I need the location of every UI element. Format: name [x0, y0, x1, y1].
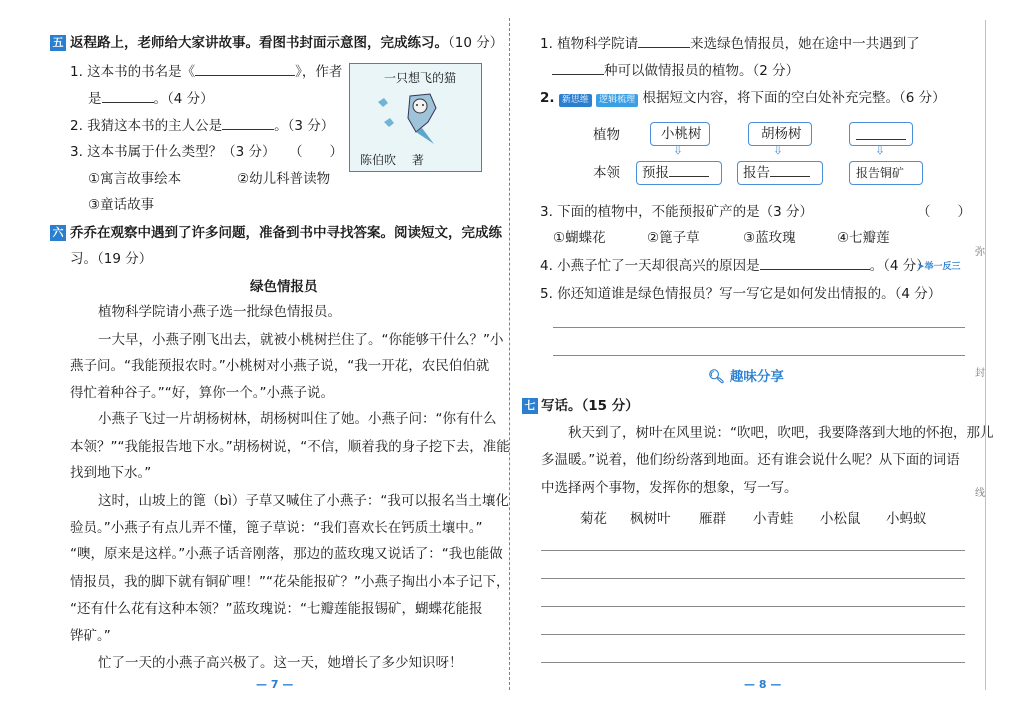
section-6-title: 乔乔在观察中遇到了许多问题，准备到书中寻找答案。阅读短文，完成练 — [70, 225, 502, 241]
share-heading: 🔍︎ 趣味分享 — [708, 369, 784, 385]
extension-tag: ➤举一反三 — [917, 262, 961, 272]
story-paragraph: 一大早，小燕子刚飞出去，就被小桃树拦住了。“你能够干什么？”小 — [98, 332, 504, 348]
section-6-title-cont: 习。（19 分） — [70, 251, 153, 267]
cover-title: 一只想飞的猫 — [384, 71, 457, 85]
story-paragraph: 铧矿。” — [70, 628, 111, 644]
story-paragraph: 情报员，我的脚下就有铜矿哩！”“花朵能报矿？”小燕子掏出小本子记下， — [70, 574, 510, 590]
skill-label: 本领 — [593, 165, 620, 181]
story-paragraph: 找到地下水。” — [70, 465, 152, 481]
option-3[interactable]: ③蓝玫瑰 — [743, 230, 796, 246]
writing-prompt: 秋天到了，树叶在风里说：“吹吧，吹吧，我要降落到大地的怀抱，那儿 — [568, 425, 994, 441]
binding-char: 线 — [975, 484, 985, 499]
story-paragraph: “噢，原来是这样。”小燕子话音刚落，那边的蓝玫瑰又说话了：“我也能做 — [70, 546, 503, 562]
cover-author: 陈伯吹 著 — [360, 153, 424, 167]
answer-blank[interactable] — [760, 257, 870, 270]
section-6-badge: 六 — [50, 225, 66, 241]
section-7-title: 写话。（15 分） — [541, 398, 639, 414]
story-paragraph: “还有什么花有这种本领？”蓝玫瑰说：“七瓣莲能报锡矿，蝴蝶花能报 — [70, 601, 483, 617]
right-question-1: 1. 植物科学院请 来选绿色情报员，她在途中一共遇到了 — [540, 36, 920, 52]
option-3[interactable]: ③童话故事 — [88, 197, 155, 213]
question-3: 3. 这本书属于什么类型？（3 分） （ ） — [70, 144, 344, 160]
skill-box[interactable]: 报告 — [737, 161, 823, 185]
word-choice: 小青蛙 — [753, 511, 794, 527]
plant-box: 胡杨树 — [748, 122, 812, 146]
down-arrow-icon: ⇩ — [673, 143, 684, 157]
right-question-4: 4. 小燕子忙了一天却很高兴的原因是 。（4 分） — [540, 258, 930, 274]
right-question-1-cont: 种可以做情报员的植物。（2 分） — [552, 62, 799, 80]
section-5-badge: 五 — [50, 35, 66, 51]
page-number-right: — 8 — — [744, 678, 782, 691]
question-1: 1. 这本书的书名是《 》，作者 — [70, 64, 343, 80]
story-title: 绿色情报员 — [250, 279, 318, 295]
binding-char: 封 — [975, 364, 985, 379]
new-thinking-tag: 新思维 — [559, 94, 592, 107]
logic-tag: 逻辑梳理 — [596, 94, 638, 107]
writing-prompt: 中选择两个事物，发挥你的想象，写一写。 — [541, 480, 798, 496]
right-question-3: 3. 下面的植物中，不能预报矿产的是（3 分） — [540, 204, 814, 220]
page-number-left: — 7 — — [256, 678, 294, 691]
search-icon: 🔍︎ — [708, 369, 726, 385]
answer-blank[interactable] — [102, 90, 154, 103]
story-paragraph: 小燕子飞过一片胡杨树林，胡杨树叫住了她。小燕子问：“你有什么 — [98, 411, 497, 427]
answer-paren[interactable]: （ ） — [917, 204, 971, 220]
option-2[interactable]: ②幼儿科普读物 — [237, 171, 331, 187]
writing-line[interactable] — [541, 634, 965, 635]
skill-box[interactable]: 预报 — [636, 161, 722, 185]
answer-line[interactable] — [553, 355, 965, 356]
word-choice: 小松鼠 — [820, 511, 861, 527]
answer-blank[interactable] — [638, 35, 690, 48]
story-paragraph: 验员。”小燕子有点儿弄不懂，篦子草说：“我们喜欢长在钙质土壤中。” — [70, 520, 483, 536]
story-paragraph: 忙了一天的小燕子高兴极了。这一天，她增长了多少知识呀！ — [98, 655, 463, 671]
word-choice: 小蚂蚁 — [886, 511, 927, 527]
story-paragraph: 燕子问。“我能预报农时。”小桃树对小燕子说，“我一开花，农民伯伯就 — [70, 358, 490, 374]
section-7-badge: 七 — [522, 398, 538, 414]
section-5-title: 返程路上，老师给大家讲故事。看图书封面示意图，完成练习。（10 分） — [70, 35, 504, 51]
question-2: 2. 我猜这本书的主人公是 。（3 分） — [70, 118, 335, 134]
answer-blank[interactable] — [195, 63, 295, 76]
right-question-5: 5. 你还知道谁是绿色情报员？写一写它是如何发出情报的。（4 分） — [540, 286, 942, 302]
word-choice: 菊花 — [580, 511, 607, 527]
writing-prompt: 多温暖。”说着，他们纷纷落到地面。还有谁会说什么呢？从下面的词语 — [541, 452, 960, 468]
option-1[interactable]: ①蝴蝶花 — [553, 230, 606, 246]
answer-blank[interactable] — [222, 117, 274, 130]
down-arrow-icon: ⇩ — [875, 143, 886, 157]
writing-line[interactable] — [541, 578, 965, 579]
option-1[interactable]: ①寓言故事绘本 — [88, 171, 182, 187]
story-paragraph: 植物科学院请小燕子选一批绿色情报员。 — [98, 304, 341, 320]
cat-illustration — [370, 88, 462, 148]
plant-box: 小桃树 — [650, 122, 710, 146]
writing-line[interactable] — [541, 606, 965, 607]
story-paragraph: 本领？”“我能报告地下水。”胡杨树说，“不信，顺着我的身子挖下去，准能 — [70, 439, 510, 455]
option-2[interactable]: ②篦子草 — [647, 230, 700, 246]
skill-box: 报告铜矿 — [849, 161, 923, 185]
word-choice: 雁群 — [699, 511, 726, 527]
plant-label: 植物 — [593, 127, 620, 143]
word-choice: 枫树叶 — [630, 511, 671, 527]
writing-line[interactable] — [541, 662, 965, 663]
book-cover — [349, 63, 482, 172]
writing-line[interactable] — [541, 550, 965, 551]
right-question-2: 2. 新思维 逻辑梳理 根据短文内容，将下面的空白处补充完整。（6 分） — [540, 90, 946, 106]
down-arrow-icon: ⇩ — [773, 143, 784, 157]
story-paragraph: 得忙着种谷子。”“好，算你一个。”小燕子说。 — [70, 385, 334, 401]
answer-line[interactable] — [553, 327, 965, 328]
question-1-cont: 是 。（4 分） — [88, 91, 214, 107]
story-paragraph: 这时，山坡上的篦（bì）子草又喊住了小燕子：“我可以报名当土壤化 — [98, 493, 509, 509]
binding-line — [985, 20, 986, 690]
option-4[interactable]: ④七瓣莲 — [837, 230, 890, 246]
binding-char: 弥 — [975, 243, 985, 258]
answer-blank[interactable] — [552, 62, 604, 75]
